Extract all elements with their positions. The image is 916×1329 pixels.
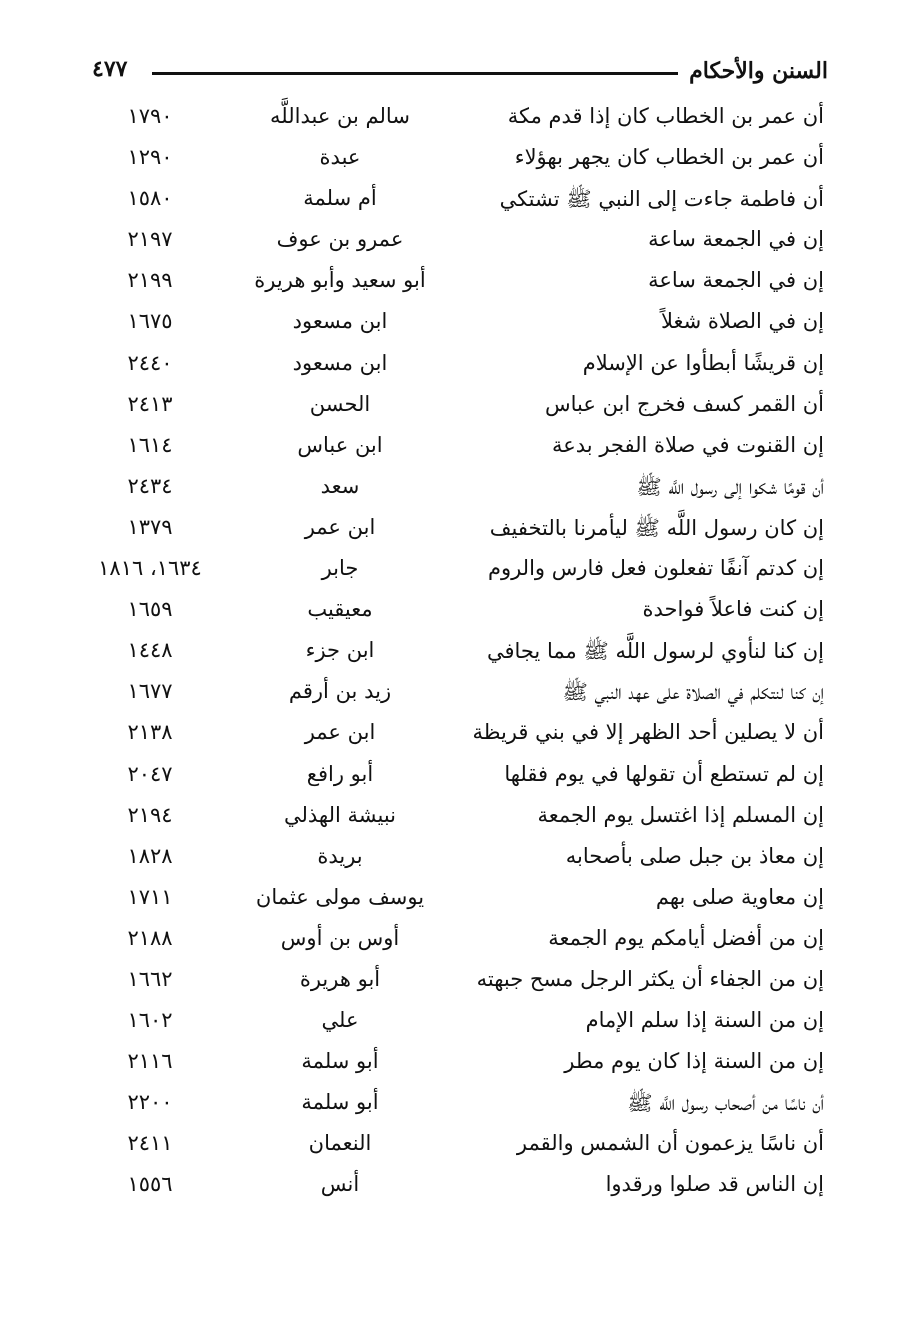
narrator-name: أبو سعيد وأبو هريرة [254,268,426,293]
hadith-number: ٢١٩٩ [127,268,173,293]
hadith-number: ٢٤٣٤ [127,473,173,498]
hadith-title: أن فاطمة جاءت إلى النبي ﷺ تشتكي [499,187,824,212]
narrator-name: جابر [321,556,359,581]
narrator-name: أبو هريرة [299,966,381,991]
hadith-number: ٢٤١٣ [127,391,173,416]
hadith-title: إن من الجفاء أن يكثر الرجل مسح جبهته [476,966,824,991]
hadith-number: ٢١٨٨ [127,925,173,950]
narrator-name: معيقيب [307,597,373,622]
hadith-title: إن كنا لنأوي لرسول اللَّه ﷺ مما يجافي [486,639,824,664]
narrator-name: الحسن [309,391,371,416]
hadith-title: إن من السنة إذا سلم الإمام [585,1008,824,1033]
index-entry [0,1086,916,1127]
hadith-number: ١٦٦٢ [127,966,173,991]
index-entry [0,963,916,1004]
narrator-name: سعد [320,473,360,498]
index-entry [0,182,916,223]
hadith-number: ١٨٢٨ [127,843,173,868]
index-entry [0,347,916,388]
narrator-name: ابن مسعود [292,309,388,334]
narrator-name: ابن عباس [297,432,383,457]
index-entry [0,305,916,346]
hadith-number: ١٧٩٠ [127,104,173,128]
narrator-name: أم سلمة [303,186,377,211]
index-entry [0,470,916,511]
index-entry [0,264,916,305]
hadith-title: إن معاذ بن جبل صلى بأصحابه [565,843,824,868]
hadith-title: إن من السنة إذا كان يوم مطر [564,1049,824,1074]
narrator-name: بريدة [317,843,363,868]
hadith-number: ١٦١٤ [127,432,173,457]
hadith-title: إن قريشًا أبطأوا عن الإسلام [582,350,824,375]
narrator-name: سالم بن عبداللَّه [270,104,410,128]
narrator-name: عمرو بن عوف [276,227,404,252]
index-entry [0,100,916,141]
narrator-name: أوس بن أوس [280,925,400,950]
page-header [92,52,828,92]
narrator-name: أبو سلمة [301,1090,379,1115]
narrator-name: ابن عمر [304,514,376,539]
index-entry [0,758,916,799]
hadith-number: ١٥٨٠ [127,186,173,211]
hadith-number: ٢١٩٤ [127,802,173,827]
hadith-number: ٢٠٤٧ [127,761,173,786]
narrator-name: النعمان [308,1131,372,1156]
hadith-number: ٢١١٦ [127,1049,173,1074]
hadith-title: إن كنا لنتكلم في الصلاة على عهد النبي ﷺ [562,680,824,705]
hadith-title: أن عمر بن الخطاب كان يجهر بهؤلاء [514,145,824,170]
hadith-title: إن في الصلاة شغلاً [660,309,824,334]
hadith-number: ١٧١١ [127,884,173,909]
hadith-number: ١٦٧٥ [127,309,173,334]
hadith-number: ١٢٩٠ [127,145,173,170]
hadith-title: أن ناسًا من أصحاب رسول اللَّه ﷺ [627,1091,824,1116]
index-entry [0,840,916,881]
hadith-title: إن المسلم إذا اغتسل يوم الجمعة [537,802,824,827]
narrator-name: ابن مسعود [292,350,388,375]
index-entry [0,881,916,922]
hadith-title: إن لم تستطع أن تقولها في يوم فقلها [504,761,824,786]
index-entry [0,716,916,757]
narrator-name: علي [321,1008,359,1033]
index-entry [0,511,916,552]
hadith-number: ٢٤٤٠ [127,350,173,375]
hadith-title: إن من أفضل أيامكم يوم الجمعة [548,925,824,950]
header-rule [152,72,678,75]
hadith-title: إن في الجمعة ساعة [648,268,824,293]
hadith-title: إن كنت فاعلاً فواحدة [642,597,824,622]
hadith-number: ٢٢٠٠ [127,1090,173,1115]
page-number: ٤٧٧ [92,56,128,82]
hadith-number: ١٦٣٤، ١٨١٦ [98,556,202,581]
narrator-name: زيد بن أرقم [288,679,392,704]
index-entry [0,675,916,716]
narrator-name: أبو رافع [306,761,374,786]
hadith-number: ٢٤١١ [127,1131,173,1156]
index-list [0,100,916,1210]
hadith-title: أن قومًا شكوا إلى رسول اللَّه ﷺ [636,474,824,499]
hadith-number: ١٦٠٢ [127,1008,173,1033]
hadith-title: أن القمر كسف فخرج ابن عباس [545,391,824,416]
index-entry [0,593,916,634]
index-entry [0,922,916,963]
index-entry [0,1127,916,1168]
narrator-name: ابن جزء [305,638,375,663]
index-entry [0,1168,916,1209]
hadith-title: أن لا يصلين أحد الظهر إلا في بني قريظة [472,720,824,745]
hadith-title: أن عمر بن الخطاب كان إذا قدم مكة [507,104,824,128]
narrator-name: يوسف مولى عثمان [255,884,425,909]
index-entry [0,634,916,675]
hadith-number: ٢١٩٧ [127,227,173,252]
hadith-title: إن كدتم آنفًا تفعلون فعل فارس والروم [487,556,824,581]
hadith-number: ١٦٧٧ [127,679,173,704]
index-entry [0,429,916,470]
hadith-title: إن القنوت في صلاة الفجر بدعة [551,432,824,457]
hadith-title: إن معاوية صلى بهم [655,884,824,909]
narrator-name: أنس [320,1172,360,1197]
index-entry [0,1045,916,1086]
index-entry [0,1004,916,1045]
hadith-number: ١٥٥٦ [127,1172,173,1197]
hadith-number: ١٣٧٩ [127,514,173,539]
narrator-name: ابن عمر [304,720,376,745]
narrator-name: أبو سلمة [301,1049,379,1074]
index-entry [0,799,916,840]
narrator-name: عبدة [319,145,361,170]
index-entry [0,388,916,429]
hadith-title: إن في الجمعة ساعة [648,227,824,252]
index-entry [0,552,916,593]
hadith-title: أن ناسًا يزعمون أن الشمس والقمر [516,1131,824,1156]
hadith-number: ٢١٣٨ [127,720,173,745]
hadith-title: إن كان رسول اللَّه ﷺ ليأمرنا بالتخفيف [489,515,824,540]
hadith-number: ١٤٤٨ [127,638,173,663]
running-title: السنن والأحكام [689,58,828,84]
hadith-number: ١٦٥٩ [127,597,173,622]
index-entry [0,223,916,264]
index-entry [0,141,916,182]
hadith-title: إن الناس قد صلوا ورقدوا [605,1172,824,1197]
narrator-name: نبيشة الهذلي [283,802,397,827]
